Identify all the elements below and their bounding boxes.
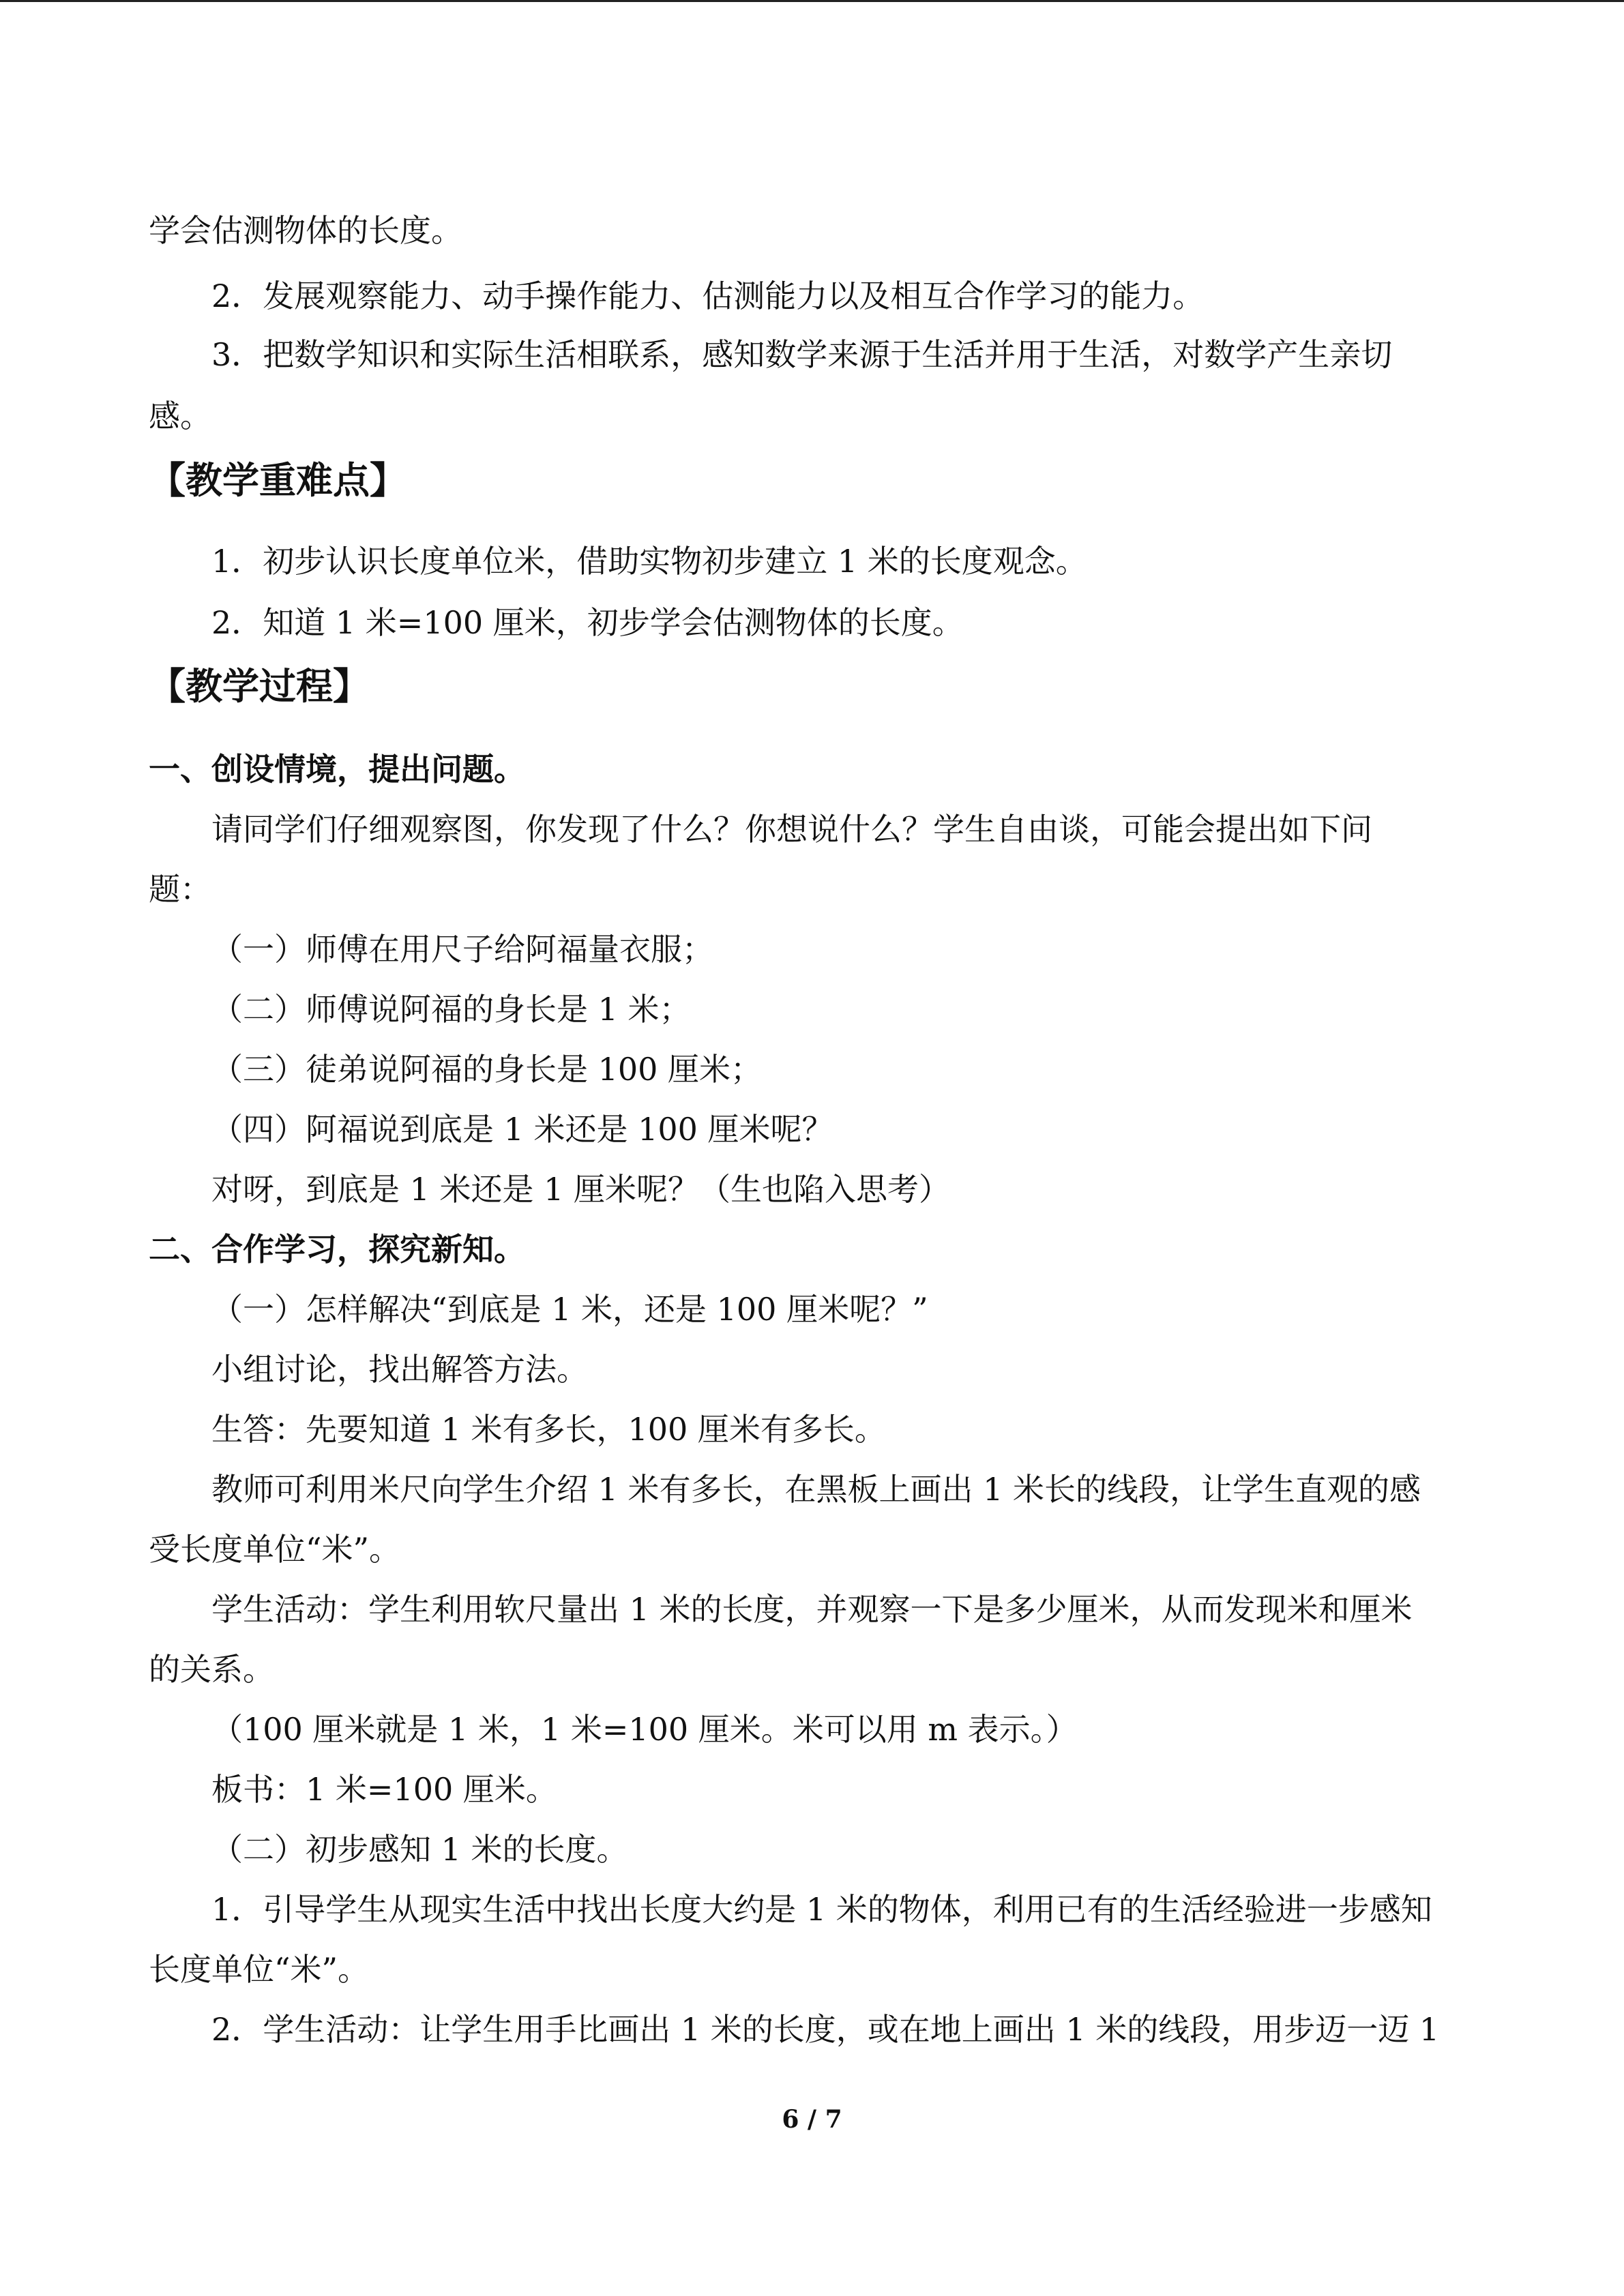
- paragraph-line: 的关系。: [149, 1651, 274, 1688]
- paragraph-line: 3．把数学知识和实际生活相联系，感知数学来源于生活并用于生活，对数学产生亲切: [211, 336, 1393, 373]
- paragraph-line: 教师可利用米尺向学生介绍 1 米有多长，在黑板上画出 1 米长的线段，让学生直观的感: [211, 1471, 1421, 1508]
- paragraph-line: 1．引导学生从现实生活中找出长度大约是 1 米的物体，利用已有的生活经验进一步感知: [211, 1891, 1432, 1928]
- paragraph-line: 感。: [149, 398, 211, 434]
- paragraph-line: 长度单位“米”。: [149, 1951, 370, 1988]
- paragraph-line: 受长度单位“米”。: [149, 1531, 401, 1568]
- subsection-heading: 一、创设情境，提出问题。: [149, 751, 525, 788]
- paragraph-line: 题：: [149, 871, 211, 908]
- paragraph-line: 2．发展观察能力、动手操作能力、估测能力以及相互合作学习的能力。: [211, 278, 1205, 314]
- paragraph-line: 请同学们仔细观察图，你发现了什么？你想说什么？学生自由谈，可能会提出如下问: [211, 811, 1372, 848]
- paragraph-line: 小组讨论，找出解答方法。: [211, 1351, 588, 1388]
- list-item: （三）徒弟说阿福的身长是 100 厘米；: [211, 1051, 763, 1088]
- section-heading-process: 【教学过程】: [149, 665, 370, 708]
- list-item: （四）阿福说到底是 1 米还是 100 厘米呢？: [211, 1111, 833, 1148]
- paragraph-line: 学生活动：学生利用软尺量出 1 米的长度，并观察一下是多少厘米，从而发现米和厘米: [211, 1591, 1413, 1628]
- paragraph-line: 对呀，到底是 1 米还是 1 厘米呢？（生也陷入思考）: [211, 1171, 951, 1208]
- page-number: 6 / 7: [782, 2105, 842, 2134]
- paragraph-line: 生答：先要知道 1 米有多长，100 厘米有多长。: [211, 1411, 886, 1448]
- paragraph-line: 2．知道 1 米=100 厘米，初步学会估测物体的长度。: [211, 604, 964, 641]
- paragraph-line: （100 厘米就是 1 米，1 米=100 厘米。米可以用 m 表示。）: [211, 1711, 1078, 1748]
- section-heading-key-points: 【教学重难点】: [149, 459, 407, 502]
- list-item: （一）师傅在用尺子给阿福量衣服；: [211, 931, 713, 968]
- paragraph-line: （二）初步感知 1 米的长度。: [211, 1831, 628, 1868]
- paragraph-line: 学会估测物体的长度。: [149, 212, 462, 249]
- paragraph-line: 2．学生活动：让学生用手比画出 1 米的长度，或在地上画出 1 米的线段，用步迈一迈 1: [211, 2011, 1440, 2048]
- paragraph-line: 1．初步认识长度单位米，借助实物初步建立 1 米的长度观念。: [211, 543, 1087, 580]
- list-item: （二）师傅说阿福的身长是 1 米；: [211, 991, 691, 1028]
- paragraph-line: 板书：1 米=100 厘米。: [211, 1771, 557, 1808]
- subsection-heading: 二、合作学习，探究新知。: [149, 1231, 525, 1268]
- paragraph-line: （一）怎样解决“到底是 1 米，还是 100 厘米呢？”: [211, 1291, 928, 1328]
